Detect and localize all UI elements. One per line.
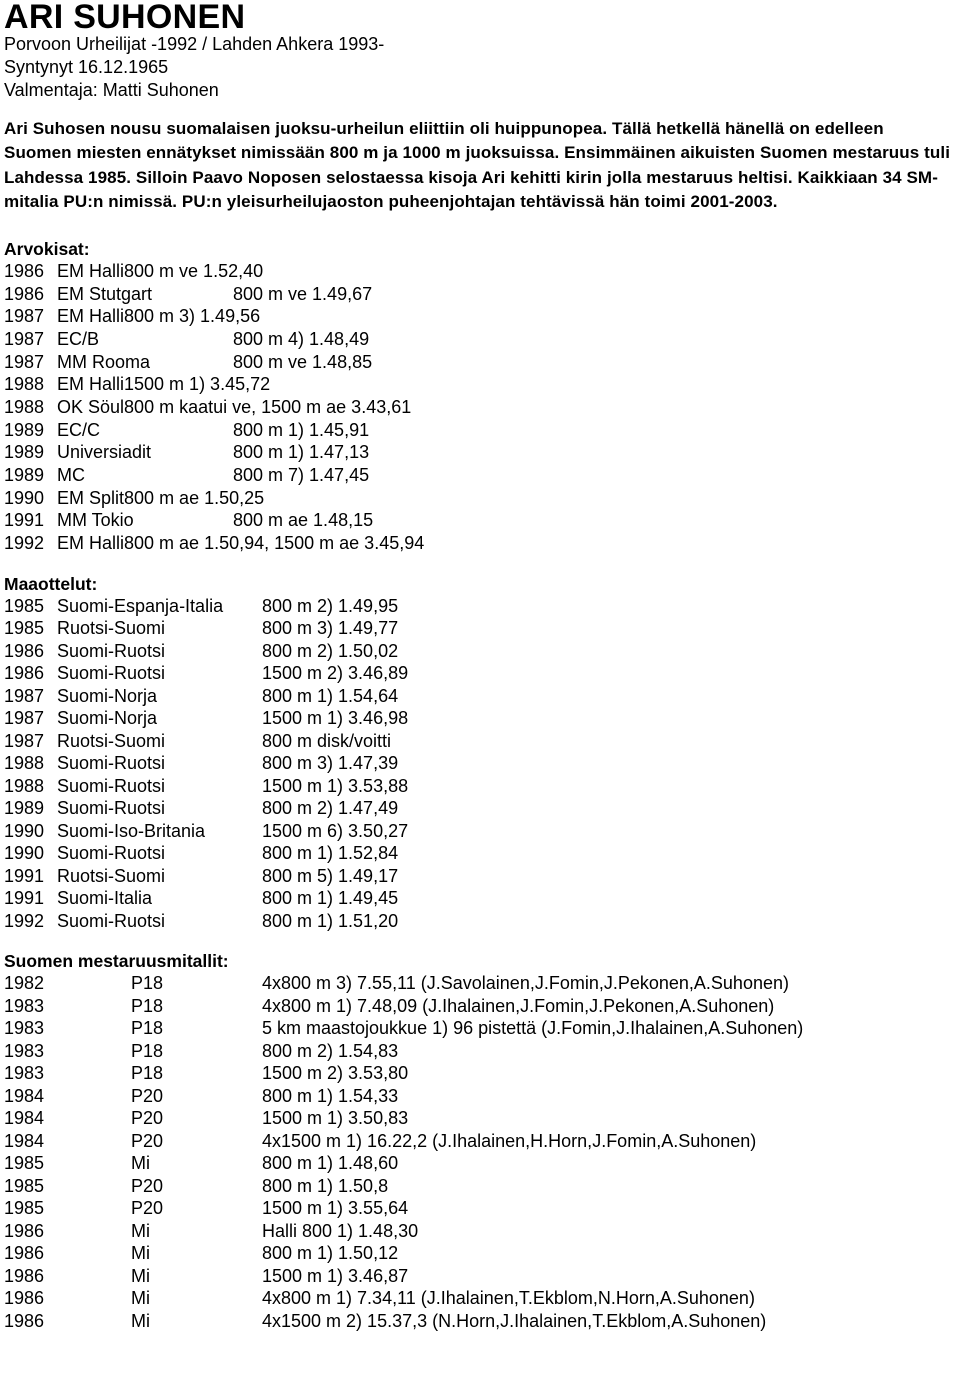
row-year: 1992 [4,532,45,553]
row-event: EC/C [57,419,101,440]
row-year: 1986 [4,1310,45,1331]
maaottelut-row [4,707,956,730]
row-countries: Suomi-Italia [57,888,153,909]
row-result: 800 m 1) 1.50,8 [262,1175,389,1196]
maaottelut-row [4,910,956,933]
row-result: 800 m 2) 1.50,02 [262,640,399,661]
row-year: 1982 [4,973,45,994]
row-result: 4x800 m 1) 7.34,11 (J.Ihalainen,T.Ekblom,N.Horn,A.Suhonen) [262,1288,755,1309]
row-year: 1990 [4,820,45,841]
row-event: MM Rooma [57,351,151,372]
row-year: 1987 [4,329,45,350]
row-class: P18 [131,973,164,994]
arvokisat-row [4,305,956,328]
row-year: 1988 [4,775,45,796]
row-class: P18 [131,995,164,1016]
row-countries: Suomi-Norja [57,708,158,729]
row-year: 1987 [4,306,45,327]
row-result: 800 m 1) 1.51,20 [262,910,399,931]
sm-mitallit-row [4,1017,956,1040]
row-countries: Suomi-Iso-Britania [57,820,206,841]
row-event: EM Halli [57,306,125,327]
maaottelut-row [4,865,956,888]
row-year: 1987 [4,708,45,729]
row-year: 1987 [4,685,45,706]
row-year: 1988 [4,753,45,774]
row-result: 5 km maastojoukkue 1) 96 pistettä (J.Fomin,J.Ihalainen,A.Suhonen) [262,1018,804,1039]
sm-mitallit-row [4,1040,956,1063]
arvokisat-row [4,283,956,306]
row-year: 1989 [4,798,45,819]
row-year: 1986 [4,1265,45,1286]
row-countries: Suomi-Espanja-Italia [57,595,224,616]
row-class: P20 [131,1198,164,1219]
row-class: Mi [131,1220,150,1241]
row-class: Mi [131,1288,150,1309]
row-result: 800 m ve 1.52,40 [124,261,264,282]
row-class: Mi [131,1310,150,1331]
row-countries: Suomi-Ruotsi [57,753,166,774]
arvokisat-row [4,328,956,351]
row-result: 800 m 1) 1.47,13 [233,442,370,463]
row-year: 1983 [4,1018,45,1039]
row-result: 800 m 7) 1.47,45 [233,464,370,485]
arvokisat-row [4,464,956,487]
sm-mitallit-row [4,995,956,1018]
row-result: 800 m ae 1.50,25 [124,487,265,508]
row-year: 1986 [4,640,45,661]
maaottelut-row [4,797,956,820]
maaottelut-row [4,640,956,663]
row-result: 800 m 5) 1.49,17 [262,865,399,886]
row-result: 800 m 1) 1.54,33 [262,1085,399,1106]
row-countries: Ruotsi-Suomi [57,618,166,639]
row-year: 1985 [4,618,45,639]
row-class: P20 [131,1085,164,1106]
row-year: 1988 [4,374,45,395]
arvokisat-row [4,441,956,464]
row-year: 1987 [4,351,45,372]
sm-mitallit-row [4,1242,956,1265]
sm-mitallit-section [4,950,956,1332]
row-countries: Suomi-Norja [57,685,158,706]
row-countries: Suomi-Ruotsi [57,798,166,819]
header-meta [4,33,956,102]
row-year: 1986 [4,663,45,684]
row-class: Mi [131,1243,150,1264]
row-countries: Suomi-Ruotsi [57,843,166,864]
row-event: MM Tokio [57,510,134,531]
maaottelut-row [4,685,956,708]
sm-mitallit-row [4,1085,956,1108]
row-result: 4x1500 m 1) 16.22,2 (J.Ihalainen,H.Horn,J.Fomin,A.Suhonen) [262,1130,757,1151]
maaottelut-row [4,775,956,798]
row-class: P20 [131,1108,164,1129]
row-result: 800 m 2) 1.49,95 [262,595,399,616]
row-result: 800 m disk/voitti [262,730,392,751]
born-line: Syntynyt 16.12.1965 [4,57,169,77]
row-event: OK Söul [57,397,125,418]
row-year: 1986 [4,1220,45,1241]
maaottelut-row [4,617,956,640]
row-result: 1500 m 6) 3.50,27 [262,820,409,841]
row-result: 1500 m 1) 3.55,64 [262,1198,409,1219]
row-class: P18 [131,1063,164,1084]
row-result: 800 m 4) 1.48,49 [233,329,370,350]
row-year: 1986 [4,1243,45,1264]
row-year: 1990 [4,487,45,508]
row-countries: Ruotsi-Suomi [57,730,166,751]
row-result: 800 m 1) 1.54,64 [262,685,399,706]
sm-mitallit-row [4,1265,956,1288]
arvokisat-row [4,532,956,555]
sm-mitallit-heading: Suomen mestaruusmitallit: [4,951,229,972]
maaottelut-heading: Maaottelut: [4,573,98,594]
sm-mitallit-row [4,1287,956,1310]
row-countries: Ruotsi-Suomi [57,865,166,886]
row-result: 4x800 m 3) 7.55,11 (J.Savolainen,J.Fomin,J.Pekonen,A.Suhonen) [262,973,789,994]
row-year: 1984 [4,1085,45,1106]
row-result: 800 m 1) 1.50,12 [262,1243,399,1264]
row-year: 1983 [4,1063,45,1084]
document-page [4,0,956,1332]
row-result: 800 m 3) 1.49,77 [262,618,399,639]
sm-mitallit-row [4,1197,956,1220]
row-result: 1500 m 1) 3.45,72 [124,374,271,395]
arvokisat-row [4,419,956,442]
row-year: 1988 [4,397,45,418]
row-year: 1983 [4,1040,45,1061]
row-year: 1989 [4,464,45,485]
row-event: EM Stutgart [57,283,153,304]
arvokisat-row [4,373,956,396]
sm-mitallit-row [4,1310,956,1333]
row-result: 800 m kaatui ve, 1500 m ae 3.43,61 [124,397,412,418]
maaottelut-row [4,820,956,843]
row-result: 800 m 1) 1.49,45 [262,888,399,909]
row-result: 1500 m 1) 3.53,88 [262,775,409,796]
sm-mitallit-row [4,1220,956,1243]
row-result: 1500 m 2) 3.53,80 [262,1063,409,1084]
row-event: Universiadit [57,442,152,463]
arvokisat-row [4,487,956,510]
maaottelut-row [4,842,956,865]
row-year: 1984 [4,1130,45,1151]
row-year: 1985 [4,595,45,616]
arvokisat-row [4,351,956,374]
row-year: 1987 [4,730,45,751]
row-year: 1989 [4,419,45,440]
row-result: 800 m 3) 1.49,56 [124,306,261,327]
maaottelut-row [4,595,956,618]
row-event: EM Split [57,487,125,508]
row-year: 1990 [4,843,45,864]
row-class: Mi [131,1153,150,1174]
row-countries: Suomi-Ruotsi [57,663,166,684]
row-class: P20 [131,1175,164,1196]
sm-mitallit-row [4,1062,956,1085]
arvokisat-row [4,509,956,532]
row-result: 800 m 2) 1.47,49 [262,798,399,819]
row-countries: Suomi-Ruotsi [57,775,166,796]
row-result: 800 m ve 1.48,85 [233,351,373,372]
row-result: 800 m 3) 1.47,39 [262,753,399,774]
row-class: P20 [131,1130,164,1151]
arvokisat-row [4,260,956,283]
sm-mitallit-row [4,1130,956,1153]
row-event: MC [57,464,85,485]
coach-line: Valmentaja: Matti Suhonen [4,80,219,100]
row-year: 1991 [4,888,45,909]
row-year: 1983 [4,995,45,1016]
row-result: Halli 800 1) 1.48,30 [262,1220,419,1241]
maaottelut-section [4,573,956,933]
clubs-line: Porvoon Urheilijat -1992 / Lahden Ahkera 1993- [4,34,385,54]
row-result: 1500 m 1) 3.50,83 [262,1108,409,1129]
row-year: 1984 [4,1108,45,1129]
row-result: 800 m ve 1.49,67 [233,283,373,304]
row-class: P18 [131,1040,164,1061]
row-year: 1986 [4,1288,45,1309]
arvokisat-heading: Arvokisat: [4,239,90,260]
row-result: 1500 m 2) 3.46,89 [262,663,409,684]
row-year: 1985 [4,1153,45,1174]
row-year: 1986 [4,283,45,304]
sm-mitallit-list [4,972,956,1332]
row-result: 800 m 1) 1.45,91 [233,419,370,440]
maaottelut-row [4,662,956,685]
row-result: 4x800 m 1) 7.48,09 (J.Ihalainen,J.Fomin,J.Pekonen,A.Suhonen) [262,995,775,1016]
row-year: 1985 [4,1175,45,1196]
row-result: 800 m 1) 1.48,60 [262,1153,399,1174]
maaottelut-list [4,595,956,933]
sm-mitallit-row [4,1107,956,1130]
row-year: 1986 [4,261,45,282]
row-year: 1985 [4,1198,45,1219]
athlete-name: ARI SUHONEN [4,0,246,36]
row-result: 800 m ae 1.50,94, 1500 m ae 3.45,94 [124,532,425,553]
sm-mitallit-row [4,1152,956,1175]
row-result: 800 m 2) 1.54,83 [262,1040,399,1061]
row-event: EC/B [57,329,100,350]
row-countries: Suomi-Ruotsi [57,640,166,661]
maaottelut-row [4,730,956,753]
arvokisat-row [4,396,956,419]
row-year: 1992 [4,910,45,931]
row-year: 1991 [4,865,45,886]
row-countries: Suomi-Ruotsi [57,910,166,931]
row-result: 800 m ae 1.48,15 [233,510,374,531]
row-class: Mi [131,1265,150,1286]
biography-paragraph: Ari Suhosen nousu suomalaisen juoksu-urheilun eliittiin oli huippunopea. Tällä hetkellä hänellä on edelleen Suomen miesten ennätykset nimissään 800 m ja 1000 m juoksuissa. Ensimmäinen aikuisten Suomen mestaruus tuli Lahdessa 1985. Silloin Paavo Noposen selostaessa kisoja Ari kehitti kirin jolla mestaruus heltisi. Kaikkiaan 34 SM-mitalia PU:n nimissä. PU:n yleisurheilujaoston puheenjohtajan tehtävissä hän toimi 2001-2003. [4,119,951,211]
arvokisat-list [4,260,956,554]
maaottelut-row [4,752,956,775]
sm-mitallit-row [4,972,956,995]
row-year: 1991 [4,510,45,531]
arvokisat-section [4,238,956,554]
maaottelut-row [4,887,956,910]
row-event: EM Halli [57,261,125,282]
row-class: P18 [131,1018,164,1039]
sm-mitallit-row [4,1175,956,1198]
row-event: EM Halli [57,532,125,553]
row-result: 1500 m 1) 3.46,98 [262,708,409,729]
row-event: EM Halli [57,374,125,395]
row-result: 1500 m 1) 3.46,87 [262,1265,409,1286]
row-result: 4x1500 m 2) 15.37,3 (N.Horn,J.Ihalainen,T.Ekblom,A.Suhonen) [262,1310,767,1331]
row-result: 800 m 1) 1.52,84 [262,843,399,864]
row-year: 1989 [4,442,45,463]
